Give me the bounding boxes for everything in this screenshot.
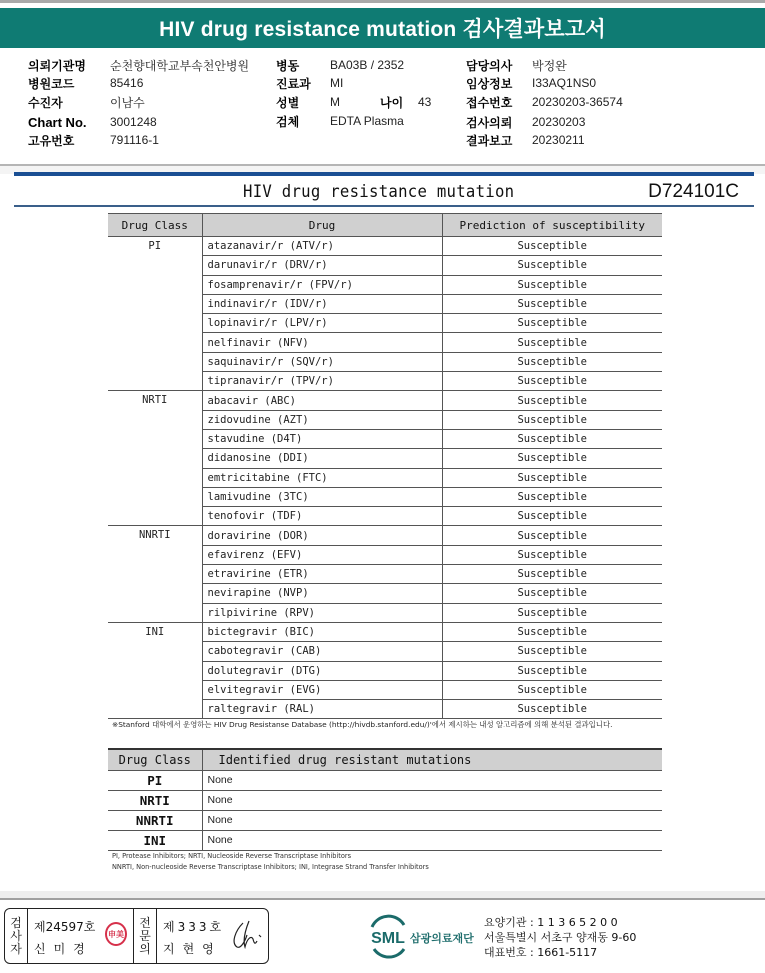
drug-cell: rilpivirine (RPV) (202, 603, 442, 622)
info-department: 진료과 MI (276, 76, 344, 91)
legend-line: NNRTI, Non-nucleoside Reverse Transcriptase Inhibitors; INI, Integrase Strand Transfer Inhibitors (112, 863, 429, 871)
drug-cell: tenofovir (TDF) (202, 507, 442, 526)
info-hospital-code: 병원코드 85416 (28, 76, 144, 91)
info-ward: 병동 BA03B / 2352 (276, 58, 405, 73)
table-header-row (108, 749, 662, 770)
legend-line: PI, Protease Inhibitors; NRTI, Nucleoside Reverse Transcriptase Inhibitors (112, 852, 352, 860)
prediction-cell: Susceptible (442, 545, 662, 564)
drug-cell: elvitegravir (EVG) (202, 680, 442, 699)
table-row (108, 790, 662, 810)
prediction-cell: Susceptible (442, 622, 662, 641)
drug-cell: darunavir/r (DRV/r) (202, 256, 442, 275)
mutation-value: None (202, 790, 662, 810)
svg-text:SML: SML (371, 930, 405, 947)
examiner-number: 제24597호 (34, 920, 96, 934)
info-clinical-info: 임상정보 I33AQ1NS0 (466, 76, 597, 91)
drug-cell: zidovudine (AZT) (202, 410, 442, 429)
table-row (108, 526, 662, 545)
drug-cell: dolutegravir (DTG) (202, 661, 442, 680)
info-receipt-no: 접수번호 20230203-36574 (466, 95, 623, 110)
info-specimen: 검체 EDTA Plasma (276, 114, 404, 129)
footer-gap (0, 891, 765, 898)
prediction-cell: Susceptible (442, 294, 662, 313)
prediction-cell: Susceptible (442, 468, 662, 487)
prediction-cell: Susceptible (442, 449, 662, 468)
drug-cell: tipranavir/r (TPV/r) (202, 372, 442, 391)
prediction-cell: Susceptible (442, 565, 662, 584)
examiner-label-text: 검 사 자 (10, 915, 22, 956)
drug-cell: lopinavir/r (LPV/r) (202, 314, 442, 333)
report-banner-title: HIV drug resistance mutation 검사결과보고서 (159, 18, 606, 41)
signature-box (4, 908, 269, 964)
header-prediction: Prediction of susceptibility (442, 214, 662, 237)
mutation-value: None (202, 770, 662, 790)
prediction-cell: Susceptible (442, 391, 662, 410)
drug-cell: etravirine (ETR) (202, 565, 442, 584)
mutation-value: None (202, 830, 662, 850)
specialist-name: 지현영 (163, 942, 222, 956)
drug-cell: bictegravir (BIC) (202, 622, 442, 641)
prediction-cell: Susceptible (442, 237, 662, 256)
info-institution: 의뢰기관명 순천향대학교부속천안병원 (28, 58, 250, 73)
drug-cell: nevirapine (NVP) (202, 584, 442, 603)
header-mutations: Identified drug resistant mutations (202, 749, 662, 770)
table-row (108, 391, 662, 410)
info-unique-id: 고유번호 791116-1 (28, 133, 159, 148)
mutation-table (108, 748, 662, 851)
report-code: D724101C (648, 181, 739, 202)
prediction-cell: Susceptible (442, 372, 662, 391)
mutation-class: INI (108, 830, 202, 850)
drug-cell: cabotegravir (CAB) (202, 642, 442, 661)
drug-class-cell: NNRTI (108, 526, 202, 622)
mutation-value: None (202, 810, 662, 830)
info-sex: 성별 M (276, 95, 340, 110)
report-banner (0, 8, 765, 48)
stanford-footnote: ※Stanford 대학에서 운영하는 HIV Drug Resistanse Database (http://hivdb.stanford.edu/)'에서 제시하는 내성 알고리즘에 의해 분석된 결과입니다. (112, 720, 613, 729)
mutation-class: NRTI (108, 790, 202, 810)
top-rule (0, 0, 765, 3)
table-row (108, 622, 662, 641)
drug-cell: nelfinavir (NFV) (202, 333, 442, 352)
examiner-label (5, 909, 27, 963)
specialist-label-text: 전 문 의 (139, 915, 151, 956)
header-drug-class: Drug Class (108, 749, 202, 770)
drug-cell: efavirenz (EFV) (202, 545, 442, 564)
drug-class-cell: NRTI (108, 391, 202, 526)
report-title: HIV drug resistance mutation (243, 182, 515, 202)
susceptibility-table-body (108, 237, 662, 719)
address: 서울특별시 서초구 양재동 9-60 (484, 931, 637, 944)
drug-cell: indinavir/r (IDV/r) (202, 294, 442, 313)
header-drug-class: Drug Class (108, 214, 202, 237)
specialist-number: 제333호 (163, 920, 225, 934)
table-row (108, 770, 662, 790)
prediction-cell: Susceptible (442, 429, 662, 448)
mutation-class: PI (108, 770, 202, 790)
phone-number: 대표번호 : 1661-5117 (484, 946, 598, 959)
susceptibility-table (108, 213, 662, 719)
abbreviation-legend (112, 851, 672, 873)
table-row (108, 810, 662, 830)
signature-icon (229, 917, 265, 953)
table-header-row (108, 214, 662, 237)
prediction-cell: Susceptible (442, 680, 662, 699)
report-title-row (0, 181, 765, 205)
drug-cell: atazanavir/r (ATV/r) (202, 237, 442, 256)
prediction-cell: Susceptible (442, 352, 662, 371)
drug-cell: abacavir (ABC) (202, 391, 442, 410)
drug-cell: saquinavir/r (SQV/r) (202, 352, 442, 371)
drug-class-cell: INI (108, 622, 202, 718)
mutation-class: NNRTI (108, 810, 202, 830)
info-physician: 담당의사 박정완 (466, 58, 567, 73)
title-underline (14, 205, 754, 207)
examiner-name: 신미경 (34, 942, 93, 956)
info-patient-name: 수진자 이남수 (28, 95, 145, 110)
specialist-label (134, 909, 156, 963)
prediction-cell: Susceptible (442, 314, 662, 333)
drug-class-cell: PI (108, 237, 202, 391)
prediction-cell: Susceptible (442, 584, 662, 603)
institution-code: 요양기관 : 1 1 3 6 5 2 0 0 (484, 916, 618, 929)
drug-cell: doravirine (DOR) (202, 526, 442, 545)
prediction-cell: Susceptible (442, 333, 662, 352)
prediction-cell: Susceptible (442, 526, 662, 545)
organization-name: 삼광의료재단 (410, 932, 474, 945)
drug-cell: emtricitabine (FTC) (202, 468, 442, 487)
prediction-cell: Susceptible (442, 256, 662, 275)
table-row (108, 237, 662, 256)
patient-info (0, 56, 765, 156)
drug-cell: stavudine (D4T) (202, 429, 442, 448)
footer-divider (0, 898, 765, 900)
seal-stamp-icon: 申美 (105, 922, 127, 946)
prediction-cell: Susceptible (442, 507, 662, 526)
drug-cell: didanosine (DDI) (202, 449, 442, 468)
divider (27, 909, 28, 963)
drug-cell: fosamprenavir/r (FPV/r) (202, 275, 442, 294)
prediction-cell: Susceptible (442, 642, 662, 661)
prediction-cell: Susceptible (442, 410, 662, 429)
info-chart-no: Chart No. 3001248 (28, 114, 157, 130)
sml-logo-icon (366, 913, 410, 959)
info-age: 나이 43 (380, 95, 432, 110)
prediction-cell: Susceptible (442, 700, 662, 719)
info-report-date: 결과보고 20230211 (466, 133, 585, 148)
divider (156, 909, 157, 963)
prediction-cell: Susceptible (442, 487, 662, 506)
prediction-cell: Susceptible (442, 603, 662, 622)
table-row (108, 830, 662, 850)
prediction-cell: Susceptible (442, 661, 662, 680)
header-drug: Drug (202, 214, 442, 237)
drug-cell: raltegravir (RAL) (202, 700, 442, 719)
report-accent-bar (14, 172, 754, 176)
info-request-date: 검사의뢰 20230203 (466, 115, 586, 130)
drug-cell: lamivudine (3TC) (202, 487, 442, 506)
organization-info (484, 915, 636, 960)
prediction-cell: Susceptible (442, 275, 662, 294)
